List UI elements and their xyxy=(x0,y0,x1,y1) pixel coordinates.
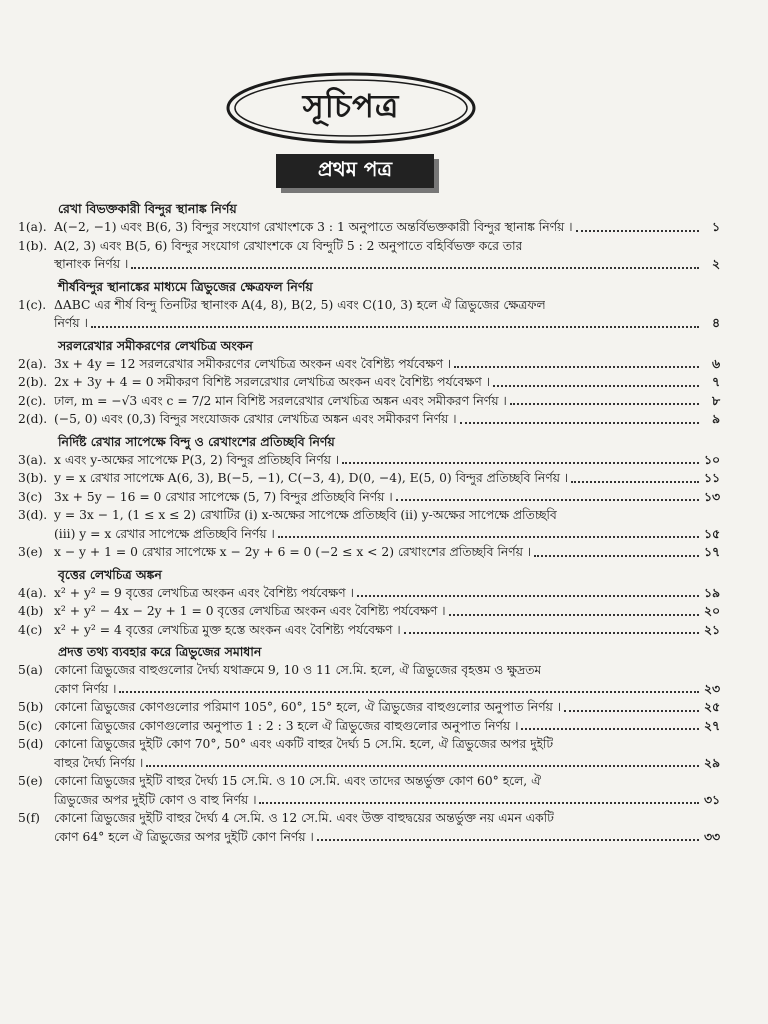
toc-section xyxy=(18,433,720,562)
page-number: ৩৩ xyxy=(704,828,720,844)
entry-number: 1(a). xyxy=(18,220,47,234)
entry-body xyxy=(54,451,720,470)
leader-dots xyxy=(396,488,699,502)
entry-number: 5(c) xyxy=(18,718,43,733)
toc-entry[interactable] xyxy=(18,469,720,488)
entry-number: 2(b). xyxy=(18,375,48,389)
section-heading: শীর্ষবিন্দুর স্থানাঙ্কের মাধ্যমে ত্রিভুজের ক্ষেত্রফল নির্ণয় xyxy=(58,278,313,294)
entry-body xyxy=(54,584,720,603)
entry-line xyxy=(54,392,720,411)
toc-entry[interactable] xyxy=(18,410,720,429)
entry-body xyxy=(54,469,720,488)
toc-entry[interactable] xyxy=(18,392,720,411)
entry-text: (iii) y = x রেখার সাপেক্ষে প্রতিচ্ছবি নির্ণয় । xyxy=(54,526,275,541)
toc-section xyxy=(18,337,720,429)
entry-text: 2x + 3y + 4 = 0 সমীকরণ বিশিষ্ট সরলরেখার লেখচিত্র অংকন এবং বৈশিষ্ট্য পর্যবেক্ষণ । xyxy=(54,375,491,389)
page-number: ২১ xyxy=(704,621,720,637)
toc-entry[interactable] xyxy=(18,772,720,809)
toc-section xyxy=(18,643,720,846)
entry-text: x এবং y-অক্ষের সাপেক্ষে P(3, 2) বিন্দুর প্রতিচ্ছবি নির্ণয় । xyxy=(54,452,340,467)
entry-body xyxy=(54,661,720,698)
page-number: ১৯ xyxy=(704,584,720,600)
entry-line xyxy=(54,506,720,525)
toc-entry[interactable] xyxy=(18,355,720,374)
entry-body xyxy=(54,506,720,543)
page-number: ৬ xyxy=(712,355,720,371)
leader-dots xyxy=(278,525,699,539)
entry-text: 3x + 5y − 16 = 0 রেখার সাপেক্ষে (5, 7) বিন্দুর প্রতিচ্ছবি নির্ণয় । xyxy=(54,489,393,504)
page-number: ২০ xyxy=(704,603,720,618)
entry-line xyxy=(54,809,720,828)
entry-line xyxy=(54,355,720,374)
toc-entry[interactable] xyxy=(18,296,720,333)
entry-body xyxy=(54,410,720,429)
toc-entry[interactable] xyxy=(18,237,720,274)
page-number: ১৩ xyxy=(704,488,720,504)
entry-body xyxy=(54,772,720,809)
entry-line xyxy=(54,373,720,392)
entry-line xyxy=(54,218,720,237)
toc-entry[interactable] xyxy=(18,488,720,507)
entry-text: কোণ নির্ণয় । xyxy=(54,681,117,696)
entry-line xyxy=(54,698,720,717)
toc-entry[interactable] xyxy=(18,451,720,470)
entry-number: 4(c) xyxy=(18,622,43,637)
page-number: ৪ xyxy=(712,315,720,330)
entry-body xyxy=(54,698,720,717)
entry-body xyxy=(54,355,720,374)
toc-entry[interactable] xyxy=(18,735,720,772)
entry-line xyxy=(54,772,720,791)
entry-line xyxy=(54,661,720,680)
entry-line xyxy=(54,735,720,754)
entry-text: ত্রিভুজের অপর দুইটি কোণ ও বাহু নির্ণয় । xyxy=(54,792,257,807)
leader-dots xyxy=(146,754,699,768)
entry-number: 3(d). xyxy=(18,508,48,522)
entry-line xyxy=(54,410,720,429)
entry-number: 2(d). xyxy=(18,412,48,426)
leader-dots xyxy=(534,543,699,557)
leader-dots xyxy=(510,392,699,406)
page-number: ২৩ xyxy=(704,680,720,696)
page-number: ২ xyxy=(712,256,720,271)
entry-number: 5(e) xyxy=(18,774,43,788)
entry-text: কোনো ত্রিভুজের কোণগুলোর পরিমাণ 105°, 60°, 15° হলে, ঐ ত্রিভুজের বাহুগুলোর অনুপাত নির্ণয় । xyxy=(54,700,562,714)
toc-entry[interactable] xyxy=(18,698,720,717)
entry-body xyxy=(54,218,720,237)
entry-text: ঢাল, m = −√3 এবং c = 7/2 মান বিশিষ্ট সরলরেখার লেখচিত্র অঙ্কন এবং সমীকরণ নির্ণয় । xyxy=(54,393,507,408)
page-number: ১৫ xyxy=(704,525,720,541)
entry-text: A(2, 3) এবং B(5, 6) বিন্দুর সংযোগ রেখাংশকে যে বিন্দুটি 5 : 2 অনুপাতে বহির্বিভক্ত করে তার xyxy=(54,238,523,253)
page-number: ২৭ xyxy=(704,717,720,733)
entry-number: 3(a). xyxy=(18,452,47,467)
section-heading: বৃত্তের লেখচিত্র অঙ্কন xyxy=(58,566,162,582)
entry-text: (−5, 0) এবং (0,3) বিন্দুর সংযোজক রেখার লেখচিত্র অঙ্কন এবং সমীকরণ নির্ণয় । xyxy=(54,412,457,426)
entry-text: কোনো ত্রিভুজের দুইটি বাহুর দৈর্ঘ্য 15 সে.মি. ও 10 সে.মি. এবং তাদের অন্তর্ভুক্ত কোণ 60° হলে, ঐ xyxy=(54,774,541,788)
entry-number: 3(c) xyxy=(18,489,43,504)
entry-line xyxy=(54,469,720,488)
entry-line xyxy=(54,451,720,470)
entry-text: A(−2, −1) এবং B(6, 3) বিন্দুর সংযোগ রেখাংশকে 3 : 1 অনুপাতে অন্তর্বিভক্তকারী বিন্দুর স্থানাঙ্ক নির্ণয় । xyxy=(54,220,573,234)
section-heading: সরলরেখার সমীকরণের লেখচিত্র অংকন xyxy=(58,337,253,353)
section-heading: রেখা বিভক্তকারী বিন্দুর স্থানাঙ্ক নির্ণয় xyxy=(58,201,237,216)
entry-body xyxy=(54,735,720,772)
entry-body xyxy=(54,543,720,562)
entry-number: 3(b). xyxy=(18,471,48,485)
entry-body xyxy=(54,488,720,507)
entry-line xyxy=(54,621,720,640)
entry-text: কোনো ত্রিভুজের কোণগুলোর অনুপাত 1 : 2 : 3 হলে ঐ ত্রিভুজের বাহুগুলোর অনুপাত নির্ণয় । xyxy=(54,718,519,733)
entry-number: 2(c). xyxy=(18,393,47,408)
page-number: ২৫ xyxy=(704,699,720,714)
entry-number: 1(c). xyxy=(18,297,47,312)
entry-text: কোনো ত্রিভুজের দুইটি বাহুর দৈর্ঘ্য 4 সে.মি. ও 12 সে.মি. এবং উক্ত বাহুদ্বয়ের অন্তর্ভুক্ত নয় এমন একটি xyxy=(54,811,554,825)
entry-text: কোণ 64° হলে ঐ ত্রিভুজের অপর দুইটি কোণ নির্ণয় । xyxy=(54,829,314,844)
entry-number: 3(e) xyxy=(18,545,43,559)
entry-body xyxy=(54,621,720,640)
entry-text: স্থানাংক নির্ণয় । xyxy=(54,257,129,271)
entry-line xyxy=(54,602,720,621)
toc-entry[interactable] xyxy=(18,584,720,603)
entry-text: y = 3x − 1, (1 ≤ x ≤ 2) রেখাটির (i) x-অক্ষের সাপেক্ষে প্রতিচ্ছবি (ii) y-অক্ষের সাপেক্ষে প্রতিচ্ছবি xyxy=(54,508,557,522)
page-number: ১০ xyxy=(704,451,720,467)
leader-dots xyxy=(564,698,699,712)
page-number: ৯ xyxy=(712,411,720,426)
section-heading: নির্দিষ্ট রেখার সাপেক্ষে বিন্দু ও রেখাংশের প্রতিচ্ছবি নির্ণয় xyxy=(58,433,335,449)
entry-line xyxy=(54,717,720,736)
entry-body xyxy=(54,602,720,621)
entry-text: বাহুর দৈর্ঘ্য নির্ণয় । xyxy=(54,755,144,770)
entry-line xyxy=(54,488,720,507)
entry-line xyxy=(54,680,720,699)
entry-line xyxy=(54,828,720,847)
page-number: ৭ xyxy=(712,374,720,389)
entry-text: x² + y² = 4 বৃত্তের লেখচিত্র মুক্ত হস্তে অংকন এবং বৈশিষ্ট্য পর্যবেক্ষণ । xyxy=(54,622,401,637)
section-heading: প্রদত্ত তথ্য ব্যবহার করে ত্রিভুজের সমাধান xyxy=(58,644,262,659)
table-of-contents xyxy=(18,196,720,846)
toc-entry[interactable] xyxy=(18,809,720,846)
paper-title-banner: প্রথম পত্র xyxy=(276,154,434,188)
leader-dots xyxy=(259,791,699,805)
entry-text: x² + y² − 4x − 2y + 1 = 0 বৃত্তের লেখচিত্র অংকন এবং বৈশিষ্ট্য পর্যবেক্ষণ । xyxy=(54,604,446,618)
entry-number: 5(f) xyxy=(18,811,40,825)
page-number: ১৭ xyxy=(704,544,720,559)
toc-section xyxy=(18,566,720,640)
leader-dots xyxy=(454,355,699,369)
entry-number: 5(a) xyxy=(18,663,43,677)
entry-text: ΔABC এর শীর্ষ বিন্দু তিনটির স্থানাংক A(4, 8), B(2, 5) এবং C(10, 3) হলে ঐ ত্রিভুজের ক্ষেত্রফল xyxy=(54,297,546,312)
entry-line xyxy=(54,525,720,544)
entry-body xyxy=(54,373,720,392)
entry-number: 2(a). xyxy=(18,356,47,371)
entry-number: 5(b) xyxy=(18,700,44,714)
entry-text: কোনো ত্রিভুজের বাহুগুলোর দৈর্ঘ্য যথাক্রমে 9, 10 ও 11 সে.মি. হলে, ঐ ত্রিভুজের বৃহত্তম ও ক্ষুদ্রতম xyxy=(54,663,542,677)
leader-dots xyxy=(119,680,699,694)
entry-text: x − y + 1 = 0 রেখার সাপেক্ষে x − 2y + 6 = 0 (−2 ≤ x < 2) রেখাংশের প্রতিচ্ছবি নির্ণয় । xyxy=(54,545,532,559)
page-number: ১১ xyxy=(704,470,720,485)
entry-number: 4(b) xyxy=(18,604,44,618)
leader-dots xyxy=(521,717,699,731)
leader-dots xyxy=(449,602,699,616)
leader-dots xyxy=(460,410,699,424)
toc-entry[interactable] xyxy=(18,717,720,736)
page-number: ১ xyxy=(712,219,720,234)
entry-line xyxy=(54,314,720,333)
entry-text: y = x রেখার সাপেক্ষে A(6, 3), B(−5, −1), C(−3, 4), D(0, −4), E(5, 0) বিন্দুর প্রতিচ্ছবি নির্ণয় । xyxy=(54,471,569,485)
entry-number: 1(b). xyxy=(18,238,48,253)
entry-line xyxy=(54,584,720,603)
entry-text: 3x + 4y = 12 সরলরেখার সমীকরণের লেখচিত্র অংকন এবং বৈশিষ্ট্য পর্যবেক্ষণ । xyxy=(54,356,452,371)
toc-entry[interactable] xyxy=(18,543,720,562)
leader-dots xyxy=(342,451,699,465)
page-title: সূচিপত্র xyxy=(302,87,400,125)
entry-body xyxy=(54,296,720,333)
leader-dots xyxy=(576,218,699,232)
leader-dots xyxy=(131,255,699,269)
leader-dots xyxy=(404,621,699,635)
leader-dots xyxy=(91,314,699,328)
entry-line xyxy=(54,543,720,562)
page-number: ৮ xyxy=(712,392,720,408)
entry-number: 5(d) xyxy=(18,737,44,751)
toc-section xyxy=(18,278,720,333)
leader-dots xyxy=(493,373,699,387)
entry-body xyxy=(54,392,720,411)
toc-entry[interactable] xyxy=(18,661,720,698)
toc-entry[interactable] xyxy=(18,218,720,237)
entry-body xyxy=(54,717,720,736)
leader-dots xyxy=(357,584,699,598)
entry-text: x² + y² = 9 বৃত্তের লেখচিত্র অংকন এবং বৈশিষ্ট্য পর্যবেক্ষণ । xyxy=(54,585,354,600)
entry-text: কোনো ত্রিভুজের দুইটি কোণ 70°, 50° এবং একটি বাহুর দৈর্ঘ্য 5 সে.মি. হলে, ঐ ত্রিভুজের অপর দুইটি xyxy=(54,737,554,751)
entry-body xyxy=(54,809,720,846)
entry-line xyxy=(54,791,720,810)
toc-entry[interactable] xyxy=(18,373,720,392)
entry-line xyxy=(54,255,720,274)
entry-line xyxy=(54,296,720,315)
entry-number: 4(a). xyxy=(18,585,47,600)
entry-text: নির্ণয় । xyxy=(54,316,88,330)
page-number: ৩১ xyxy=(704,791,720,807)
toc-entry[interactable] xyxy=(18,602,720,621)
toc-entry[interactable] xyxy=(18,621,720,640)
page-number: ২৯ xyxy=(704,754,720,770)
toc-section xyxy=(18,200,720,274)
entry-line xyxy=(54,754,720,773)
leader-dots xyxy=(317,828,699,842)
entry-line xyxy=(54,237,720,256)
leader-dots xyxy=(571,469,699,483)
title-oval xyxy=(224,70,478,146)
toc-entry[interactable] xyxy=(18,506,720,543)
entry-body xyxy=(54,237,720,274)
